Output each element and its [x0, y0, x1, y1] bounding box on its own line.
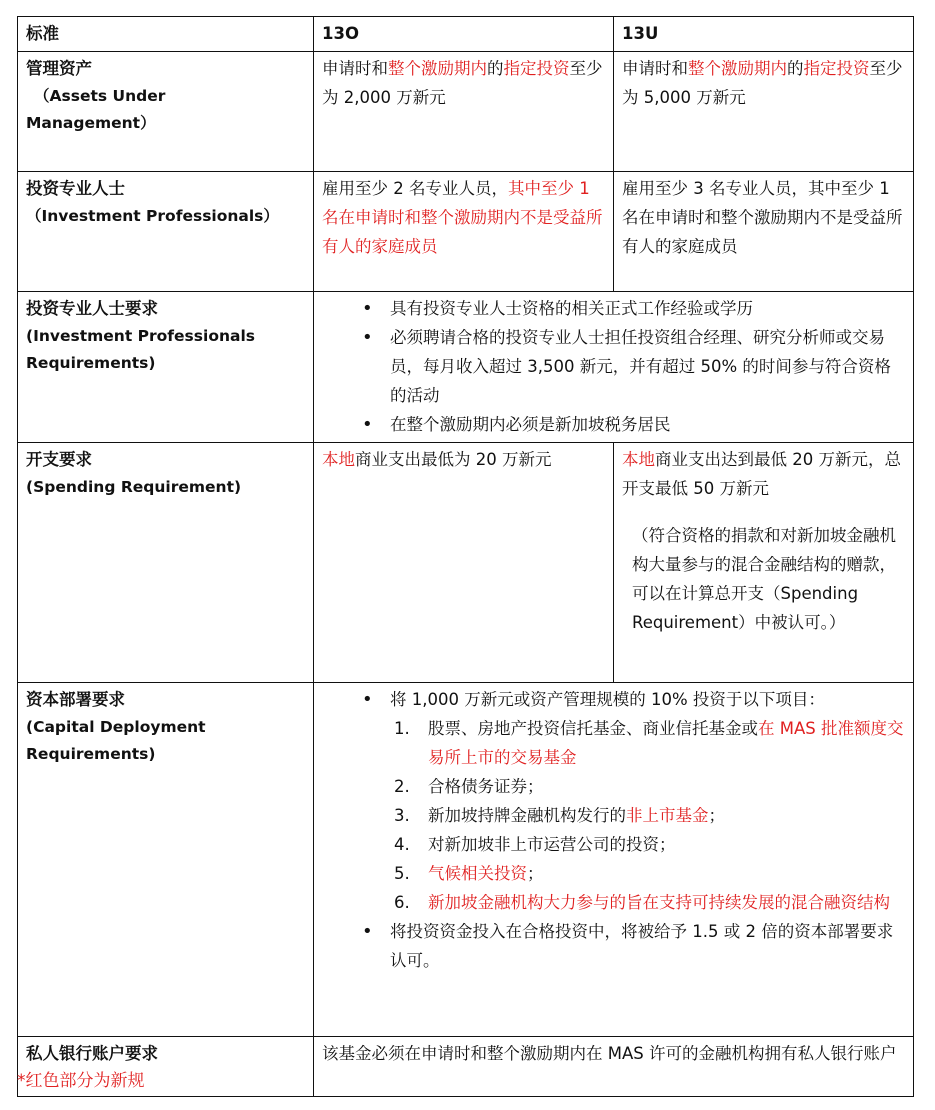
- spending-note: （符合资格的捐款和对新加坡金融机构大量参与的混合金融结构的赠款，可以在计算总开支（Spending Requirement）中被认可。）: [632, 526, 896, 632]
- label-bank: 私人银行账户要求: [18, 1037, 314, 1097]
- label-capital-cn: 资本部署要求: [26, 690, 125, 709]
- item-number: 1.: [394, 719, 410, 738]
- text: 股票、房地产投资信托基金、商业信托基金或: [428, 719, 758, 738]
- row-investment-professionals: [18, 172, 914, 292]
- header-13o: 13O: [314, 17, 614, 52]
- cell-ipr: [314, 292, 914, 443]
- label-ipr-en-2: Requirements): [26, 354, 156, 372]
- text: 商业支出达到最低 20 万新元，总开支最低 50 万新元: [622, 450, 901, 498]
- new-rule-text: 指定投资: [503, 59, 570, 78]
- row-spending: [18, 443, 914, 683]
- label-ipr-cn: 投资专业人士要求: [26, 299, 158, 318]
- new-rule-text: 本地: [622, 450, 655, 469]
- item-number: 3.: [394, 806, 410, 825]
- text: 至少为 5,000 万新元: [622, 59, 903, 107]
- text: 雇用至少 2 名专业人员，: [322, 179, 508, 198]
- list-item: [314, 801, 907, 830]
- ipr-bullet-list: [314, 294, 907, 439]
- new-rule-text: 新加坡金融机构大力参与的旨在支持可持续发展的混合融资结构: [428, 893, 890, 912]
- label-ipr-en-1: (Investment Professionals: [26, 327, 255, 345]
- new-rule-text: 本地: [322, 450, 355, 469]
- criteria-table: [17, 16, 914, 1097]
- list-item: • 在整个激励期内必须是新加坡税务居民: [314, 410, 907, 439]
- text: 的: [487, 59, 504, 78]
- header-criteria: 标准: [18, 17, 314, 52]
- label-ip: [18, 172, 314, 292]
- label-capital: [18, 683, 314, 1037]
- list-item: • 具有投资专业人士资格的相关正式工作经验或学历: [314, 294, 907, 323]
- text: 申请时和: [322, 59, 388, 78]
- new-rule-text: 整个激励期内: [688, 59, 787, 78]
- label-spend-cn: 开支要求: [26, 450, 92, 469]
- cell-capital: [314, 683, 914, 1037]
- list-item: [314, 685, 907, 917]
- header-row: [18, 17, 914, 52]
- list-item: [314, 888, 907, 917]
- label-aum-en-1: （Assets Under: [34, 87, 166, 105]
- cell-aum-13o: [314, 52, 614, 172]
- text: 合格债务证券；: [428, 777, 544, 796]
- label-aum-en-2: Management）: [26, 114, 156, 132]
- item-number: 6.: [394, 893, 410, 912]
- row-aum: [18, 52, 914, 172]
- label-spend-en: (Spending Requirement): [26, 478, 242, 496]
- text: 对新加坡非上市运营公司的投资；: [428, 835, 676, 854]
- new-rule-text: 在 MAS 批准额度交易所上市的交易基金: [428, 719, 904, 767]
- list-item: [314, 714, 907, 772]
- label-aum-cn: 管理资产: [26, 59, 92, 78]
- list-item: [314, 830, 907, 859]
- label-aum: [18, 52, 314, 172]
- list-item: [314, 859, 907, 888]
- cell-bank: 该基金必须在申请时和整个激励期内在 MAS 许可的金融机构拥有私人银行账户: [314, 1037, 914, 1097]
- label-capital-en-2: Requirements): [26, 745, 156, 763]
- row-ip-requirements: [18, 292, 914, 443]
- item-number: 2.: [394, 777, 410, 796]
- text: 商业支出最低为 20 万新元: [355, 450, 552, 469]
- row-private-bank: [18, 1037, 914, 1097]
- new-rule-text: 气候相关投资: [428, 864, 527, 883]
- label-spend: [18, 443, 314, 683]
- footnote: *红色部分为新规: [17, 1071, 145, 1091]
- header-13u: 13U: [614, 17, 914, 52]
- text: 至少为 2,000 万新元: [322, 59, 603, 107]
- cell-spend-13u: [614, 443, 914, 683]
- new-rule-text: 非上市基金: [626, 806, 709, 825]
- capital-bullet-list: [314, 685, 907, 975]
- cell-spend-13o: [314, 443, 614, 683]
- label-ip-en: （Investment Professionals）: [26, 207, 279, 225]
- label-ip-cn: 投资专业人士: [26, 179, 125, 198]
- item-number: 4.: [394, 835, 410, 854]
- list-item: • 将投资资金投入在合格投资中，将被给予 1.5 或 2 倍的资本部署要求认可。: [314, 917, 907, 975]
- row-capital-deployment: [18, 683, 914, 1037]
- list-item: • 必须聘请合格的投资专业人士担任投资组合经理、研究分析师或交易员，每月收入超过 3,500 新元，并有超过 50% 的时间参与符合资格的活动: [314, 323, 907, 410]
- label-capital-en-1: (Capital Deployment: [26, 718, 206, 736]
- text: ；: [708, 806, 725, 825]
- new-rule-text: 指定投资: [803, 59, 870, 78]
- cell-aum-13u: [614, 52, 914, 172]
- text: 新加坡持牌金融机构发行的: [428, 806, 626, 825]
- list-item: [314, 772, 907, 801]
- text: 将 1,000 万新元或资产管理规模的 10% 投资于以下项目：: [390, 690, 825, 709]
- label-ipr: [18, 292, 314, 443]
- text: ；: [527, 864, 544, 883]
- capital-numbered-list: [390, 714, 907, 917]
- item-number: 5.: [394, 864, 410, 883]
- cell-ip-13u: 雇用至少 3 名专业人员，其中至少 1 名在申请时和整个激励期内不是受益所有人的家庭成员: [614, 172, 914, 292]
- new-rule-text: 整个激励期内: [388, 59, 487, 78]
- text: 申请时和: [622, 59, 688, 78]
- cell-ip-13o: [314, 172, 614, 292]
- new-rule-text: 其中至少 1 名在申请时和整个激励期内不是受益所有人的家庭成员: [322, 179, 603, 256]
- text: 的: [787, 59, 804, 78]
